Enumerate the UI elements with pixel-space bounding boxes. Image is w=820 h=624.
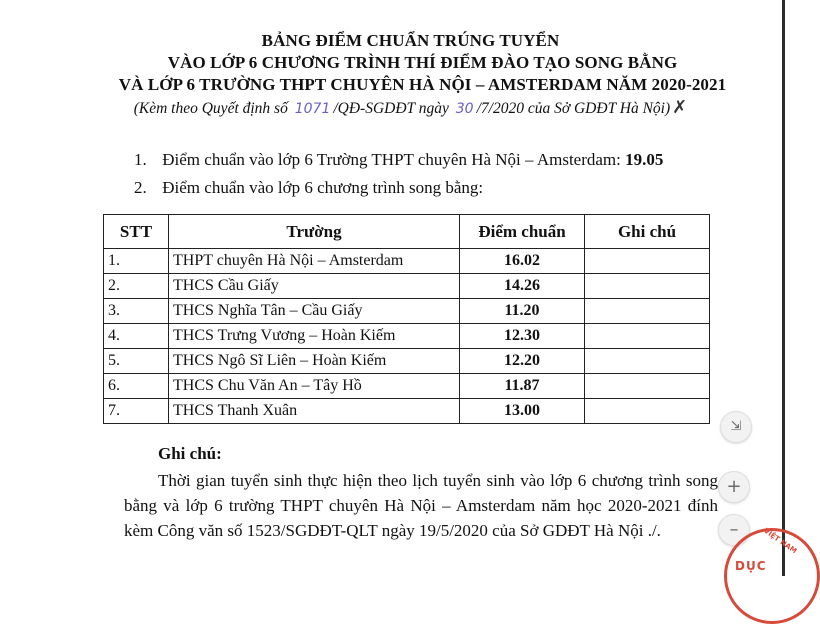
cell-note [585, 324, 710, 349]
cell-score: 14.26 [460, 274, 585, 299]
cell-note [585, 274, 710, 299]
cell-school: THCS Thanh Xuân [169, 399, 460, 424]
header-school: Trường [169, 215, 460, 249]
cell-score: 12.20 [460, 349, 585, 374]
cell-stt: 6. [104, 374, 169, 399]
cell-stt: 5. [104, 349, 169, 374]
cell-school: THCS Cầu Giấy [169, 274, 460, 299]
cell-school: THPT chuyên Hà Nội – Amsterdam [169, 249, 460, 274]
cell-score: 13.00 [460, 399, 585, 424]
decision-day-handwritten: 30 [455, 101, 474, 117]
cell-stt: 4. [104, 324, 169, 349]
table-row [104, 274, 710, 299]
table-row [104, 399, 710, 424]
stamp-text: DỤC [735, 559, 767, 573]
decision-reference [36, 97, 785, 119]
cell-note [585, 399, 710, 424]
cell-school: THCS Trưng Vương – Hoàn Kiếm [169, 324, 460, 349]
cell-stt: 3. [104, 299, 169, 324]
stamp-arc-text: VIỆT NAM [762, 526, 799, 556]
cell-score: 11.20 [460, 299, 585, 324]
cell-stt: 7. [104, 399, 169, 424]
score-table [103, 214, 710, 424]
table-row [104, 324, 710, 349]
table-header-row [104, 215, 710, 249]
list-item-1 [134, 146, 663, 174]
table-row [104, 299, 710, 324]
cell-note [585, 349, 710, 374]
title-line-1: BẢNG ĐIỂM CHUẨN TRÚNG TUYỂN [261, 31, 560, 50]
cell-note [585, 299, 710, 324]
cell-score: 11.87 [460, 374, 585, 399]
score-list [134, 146, 663, 202]
note-title: Ghi chú: [158, 444, 222, 463]
document-header [0, 30, 785, 119]
title-line-3: VÀ LỚP 6 TRƯỜNG THPT CHUYÊN HÀ NỘI – AMSTERDAM NĂM 2020-2021 [118, 75, 727, 94]
cell-school: THCS Chu Văn An – Tây Hồ [169, 374, 460, 399]
table-row [104, 349, 710, 374]
list-item-2 [134, 174, 663, 202]
decision-number-handwritten: 1071 [294, 101, 331, 117]
list-item-text: Điểm chuẩn vào lớp 6 chương trình song bằng: [162, 178, 484, 197]
zoom-out-button[interactable]: – [718, 514, 750, 546]
header-score: Điểm chuẩn [460, 215, 585, 249]
header-stt: STT [104, 215, 169, 249]
list-item-number: 1. [134, 150, 147, 169]
zoom-in-button[interactable]: + [718, 471, 750, 503]
cell-school: THCS Nghĩa Tân – Cầu Giấy [169, 299, 460, 324]
cell-score: 12.30 [460, 324, 585, 349]
title-line-2: VÀO LỚP 6 CHƯƠNG TRÌNH THÍ ĐIỂM ĐÀO TẠO SONG BẰNG [167, 53, 678, 72]
decision-prefix: (Kèm theo Quyết định số [133, 100, 288, 117]
official-stamp [724, 528, 820, 624]
cell-stt: 2. [104, 274, 169, 299]
cell-note [585, 249, 710, 274]
list-item-text: Điểm chuẩn vào lớp 6 Trường THPT chuyên Hà Nội – Amsterdam: [162, 150, 621, 169]
list-item-value: 19.05 [625, 150, 664, 169]
cell-note [585, 374, 710, 399]
list-item-number: 2. [134, 178, 147, 197]
decision-mid: /QĐ-SGDĐT ngày [333, 100, 449, 117]
cell-stt: 1. [104, 249, 169, 274]
handwritten-mark-icon: ✗ [672, 97, 688, 117]
decision-suffix: /7/2020 của Sở GDĐT Hà Nội) [476, 100, 671, 117]
table-row [104, 249, 710, 274]
collapse-icon[interactable]: ⇲ [720, 411, 752, 443]
cell-school: THCS Ngô Sĩ Liên – Hoàn Kiếm [169, 349, 460, 374]
header-note: Ghi chú [585, 215, 710, 249]
table-row [104, 374, 710, 399]
cell-score: 16.02 [460, 249, 585, 274]
note-body: Thời gian tuyển sinh thực hiện theo lịch tuyển sinh vào lớp 6 chương trình song bằng và lớp 6 trường THPT chuyên Hà Nội – Amsterdam năm học 2020-2021 đính kèm Công văn số 1523/SGDĐT-QLT ngày 19/5/2020 của Sở GDĐT Hà Nội ./. [124, 471, 718, 540]
